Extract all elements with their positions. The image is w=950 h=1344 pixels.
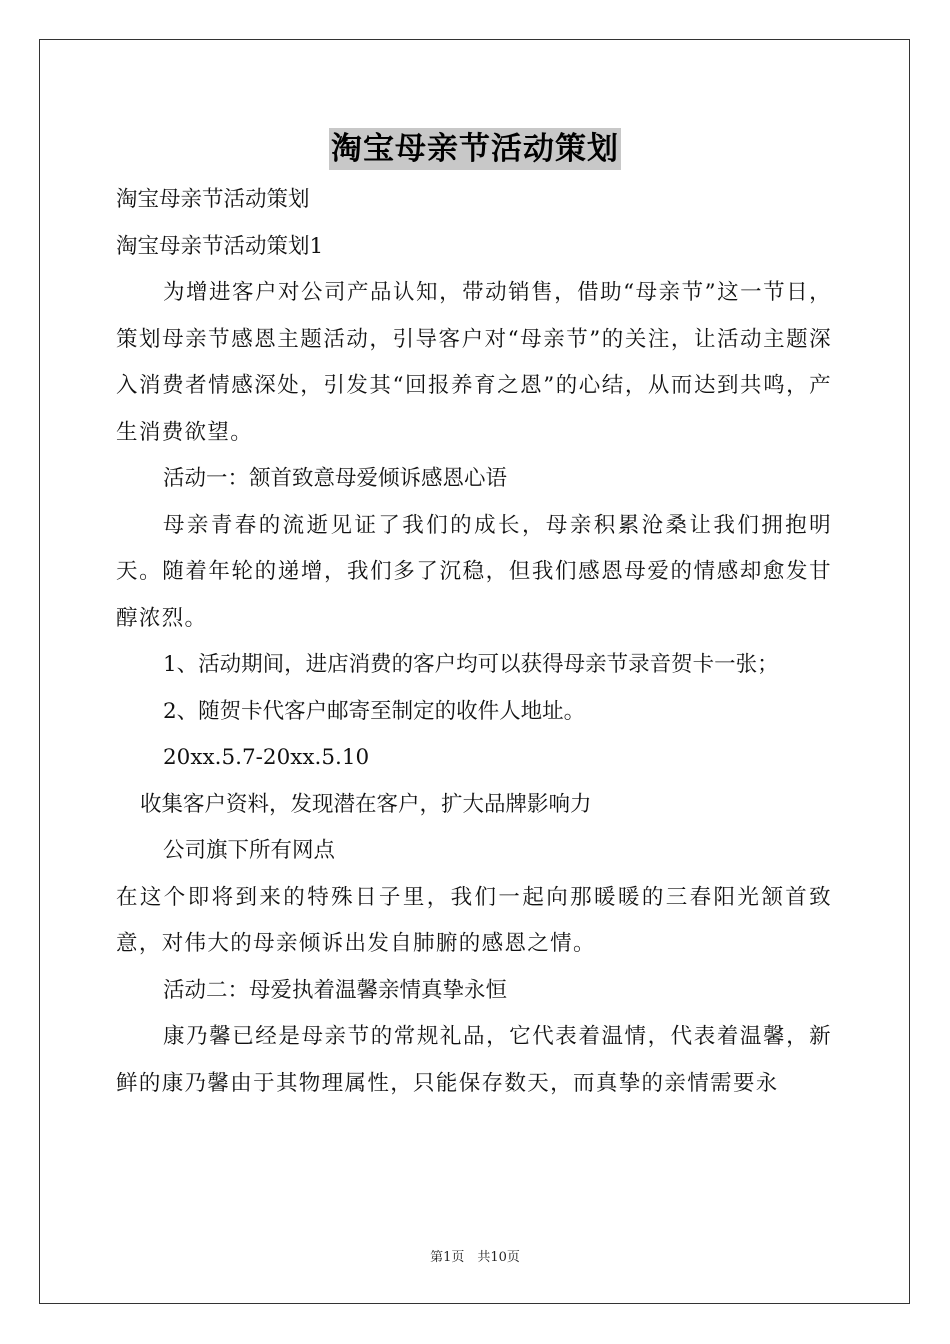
activity1-paragraph: 母亲青春的流逝见证了我们的成长，母亲积累沧桑让我们拥抱明天。随着年轮的递增，我们多了沉稳，但我们感恩母爱的情感却愈发甘醇浓烈。 [116,512,832,631]
title-wrap [0,128,950,170]
page-footer: 第1页 共10页 [430,1250,520,1265]
list-item-2: 2、随贺卡代客户邮寄至制定的收件人地址。 [163,698,586,724]
activity1-heading: 活动一：颔首致意母爱倾诉感恩心语 [163,466,508,491]
activity2-paragraph: 康乃馨已经是母亲节的常规礼品，它代表着温情，代表着温馨，新鲜的康乃馨由于其物理属性，只能保存数天，而真挚的亲情需要永 [116,1024,832,1096]
date-range: 20xx.5.7-20xx.5.10 [163,745,370,770]
closing-paragraph: 在这个即将到来的特殊日子里，我们一起向那暖暖的三春阳光颔首致意，对伟大的母亲倾诉出发自肺腑的感恩之情。 [116,884,832,956]
document-title: 淘宝母亲节活动策划 [329,128,621,170]
goal-line: 收集客户资料，发现潜在客户，扩大品牌影响力 [140,791,592,817]
document-body [116,177,832,1107]
section-heading: 淘宝母亲节活动策划1 [116,233,324,259]
subtitle-line: 淘宝母亲节活动策划 [116,187,310,212]
activity2-heading: 活动二：母爱执着温馨亲情真挚永恒 [163,977,508,1003]
scope-line: 公司旗下所有网点 [163,838,336,863]
intro-paragraph: 为增进客户对公司产品认知，带动销售，借助“母亲节”这一节日，策划母亲节感恩主题活动，引导客户对“母亲节”的关注，让活动主题深入消费者情感深处，引发其“回报养育之恩”的心结，从而达到共鸣，产生消费欲望。 [116,280,832,445]
list-item-1: 1、活动期间，进店消费的客户均可以获得母亲节录音贺卡一张； [163,652,779,677]
